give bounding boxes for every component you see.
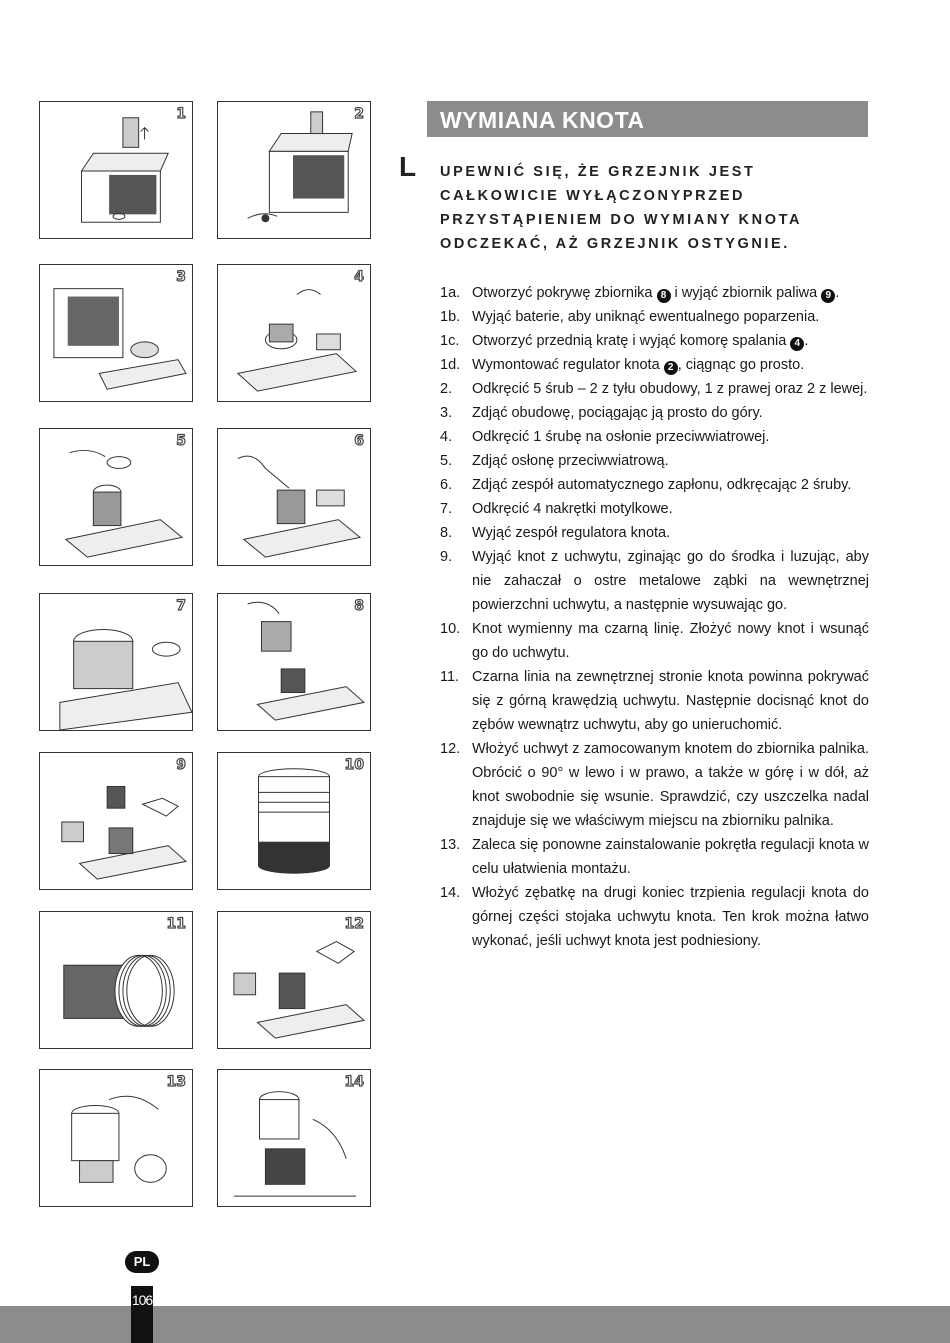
ignition-assembly-illustration [218, 429, 370, 565]
step-number: 1a. [440, 285, 461, 301]
step-number: 5. [440, 453, 453, 469]
step-text [472, 425, 869, 449]
step-number: 1c. [440, 333, 460, 349]
step-item [440, 329, 869, 353]
step-text-segment: Zdjąć osłonę przeciwwiatrową. [472, 453, 669, 469]
step-number: 13. [440, 837, 461, 853]
step-text [472, 617, 869, 665]
step-item [440, 521, 869, 545]
step-item [440, 881, 869, 953]
step-text-segment: . [835, 285, 840, 301]
step-text-segment: Zdjąć obudowę, pociągając ją prosto do góry. [472, 405, 763, 421]
section-title-bar [427, 101, 868, 137]
part-number-badge: 8 [657, 289, 671, 303]
step-item [440, 737, 869, 833]
step-text [472, 665, 869, 737]
figure-number: 2 [354, 106, 364, 122]
figure-1 [39, 101, 193, 239]
figure-11 [39, 911, 193, 1049]
figure-10 [217, 752, 371, 890]
step-item [440, 665, 869, 737]
step-text-segment: , ciągnąc go prosto. [677, 357, 805, 373]
remove-wick-regulator-illustration [218, 594, 370, 730]
step-text [472, 497, 869, 521]
step-text-segment: Odkręcić 1 śrubę na osłonie przeciwwiatrowej. [472, 429, 770, 445]
step-text [472, 545, 869, 617]
section-title: WYMIANA KNOTA [440, 107, 645, 133]
language-badge: PL [125, 1251, 159, 1273]
step-item [440, 377, 869, 401]
step-item [440, 425, 869, 449]
step-text-segment: Otworzyć przednią kratę i wyjąć komorę spalania [472, 333, 791, 349]
step-text-segment: i wyjąć zbiornik paliwa [670, 285, 822, 301]
step-text-segment: Wyjąć zespół regulatora knota. [472, 525, 671, 541]
step-number: 1b. [440, 309, 461, 325]
step-number: 12. [440, 741, 461, 757]
figure-4 [217, 264, 371, 402]
step-text-segment: Wyjąć baterie, aby uniknąć ewentualnego poparzenia. [472, 309, 820, 325]
step-text-segment: Zdjąć zespół automatycznego zapłonu, odkręcając 2 śruby. [472, 477, 852, 493]
figure-number: 5 [176, 433, 186, 449]
step-item [440, 401, 869, 425]
step-number: 3. [440, 405, 453, 421]
heater-lift-tank-illustration [40, 102, 192, 238]
figure-3 [39, 264, 193, 402]
figure-12 [217, 911, 371, 1049]
page-number: 106 [131, 1292, 153, 1308]
figure-number: 14 [344, 1074, 364, 1090]
figure-number: 3 [176, 269, 186, 285]
heater-remove-battery-illustration [218, 102, 370, 238]
step-item [440, 833, 869, 881]
figure-number: 11 [166, 916, 186, 932]
insert-rack-illustration [218, 1070, 370, 1206]
figure-8 [217, 593, 371, 731]
step-text [472, 305, 869, 329]
step-text [472, 377, 869, 401]
figure-number: 9 [176, 757, 186, 773]
remove-combustion-chamber-illustration [218, 265, 370, 401]
step-item [440, 617, 869, 665]
step-number: 9. [440, 549, 453, 565]
step-item [440, 353, 869, 377]
step-text [472, 833, 869, 881]
step-text-segment: Otworzyć pokrywę zbiornika [472, 285, 657, 301]
figure-number: 1 [176, 106, 186, 122]
step-text [472, 473, 869, 497]
step-number: 11. [440, 669, 460, 685]
figure-7 [39, 593, 193, 731]
step-text-segment: Knot wymienny ma czarną linię. Złożyć nowy knot i wsunąć go do uchwytu. [472, 621, 869, 661]
reinstall-knob-illustration [40, 1070, 192, 1206]
step-text [472, 737, 869, 833]
step-item [440, 449, 869, 473]
step-text-segment: Wymontować regulator knota [472, 357, 664, 373]
figure-number: 13 [166, 1074, 186, 1090]
step-number: 6. [440, 477, 453, 493]
step-text [472, 353, 869, 377]
step-number: 4. [440, 429, 453, 445]
wing-nuts-closeup-illustration [40, 594, 192, 730]
figure-13 [39, 1069, 193, 1207]
step-number: 1d. [440, 357, 461, 373]
part-number-badge: 4 [790, 337, 804, 351]
new-wick-illustration [218, 753, 370, 889]
step-number: 14. [440, 885, 461, 901]
part-number-badge: 2 [664, 361, 678, 375]
step-item [440, 281, 869, 305]
figure-number: 12 [344, 916, 364, 932]
figure-5 [39, 428, 193, 566]
step-text-segment: Czarna linia na zewnętrznej stronie knota powinna pokrywać się z górną krawędzią uchwytu. Następnie docisnąć knot do zębów wewnątrz uchwytu, aby go unieruchomić. [472, 669, 869, 733]
figure-9 [39, 752, 193, 890]
step-text [472, 281, 869, 305]
figure-number: 6 [354, 433, 364, 449]
warning-icon: L [399, 151, 417, 182]
figure-14 [217, 1069, 371, 1207]
figure-number: 10 [344, 757, 364, 773]
step-text [472, 449, 869, 473]
step-number: 7. [440, 501, 453, 517]
step-text-segment: Włożyć uchwyt z zamocowanym knotem do zbiornika palnika. Obrócić o 90° w lewo i w prawo, a także w górę i w dół, aż knot swobodnie się wsunie. Sprawdzić, czy uszczelka nadal znajduje się we właściwym miejscu na zbiorniku palnika. [472, 741, 869, 829]
step-item [440, 497, 869, 521]
figure-6 [217, 428, 371, 566]
step-text-segment: Zaleca się ponowne zainstalowanie pokrętła regulacji knota w celu ułatwienia montażu. [472, 837, 869, 877]
step-item [440, 545, 869, 617]
insert-holder-illustration [218, 912, 370, 1048]
step-text-segment: Odkręcić 5 śrub – 2 z tyłu obudowy, 1 z prawej oraz 2 z lewej. [472, 381, 868, 397]
step-text [472, 329, 869, 353]
step-text-segment: . [804, 333, 809, 349]
step-text [472, 401, 869, 425]
step-item [440, 473, 869, 497]
step-text [472, 521, 869, 545]
figure-number: 8 [354, 598, 364, 614]
figure-number: 7 [176, 598, 186, 614]
step-number: 2. [440, 381, 453, 397]
step-number: 10. [440, 621, 461, 637]
remove-wick-illustration [40, 753, 192, 889]
steps-list [440, 281, 869, 953]
figure-number: 4 [354, 269, 364, 285]
step-text-segment: Włożyć zębatkę na drugi koniec trzpienia regulacji knota do górnej części stojaka uchwytu knota. Ten krok można łatwo wykonać, jeśli uchwyt knota jest podniesiony. [472, 885, 869, 949]
part-number-badge: 9 [821, 289, 835, 303]
step-text-segment: Wyjąć knot z uchwytu, zginając go do środka i luzując, aby nie zahaczał o ostre metalowe ząbki na wewnętrznej powierzchni uchwytu, a następnie wysuwając go. [472, 549, 869, 613]
step-text [472, 881, 869, 953]
burner-unscrew-illustration [40, 429, 192, 565]
step-text-segment: Odkręcić 4 nakrętki motylkowe. [472, 501, 673, 517]
heater-open-grille-illustration [40, 265, 192, 401]
figure-2 [217, 101, 371, 239]
wick-in-holder-illustration [40, 912, 192, 1048]
step-item [440, 305, 869, 329]
warning-text: UPEWNIĆ SIĘ, ŻE GRZEJNIK JEST CAŁKOWICIE WYŁĄCZONYPRZED PRZYSTĄPIENIEM DO WYMIANY KNOTA ODCZEKAĆ, AŻ GRZEJNIK OSTYGNIE. [440, 164, 802, 252]
step-number: 8. [440, 525, 453, 541]
